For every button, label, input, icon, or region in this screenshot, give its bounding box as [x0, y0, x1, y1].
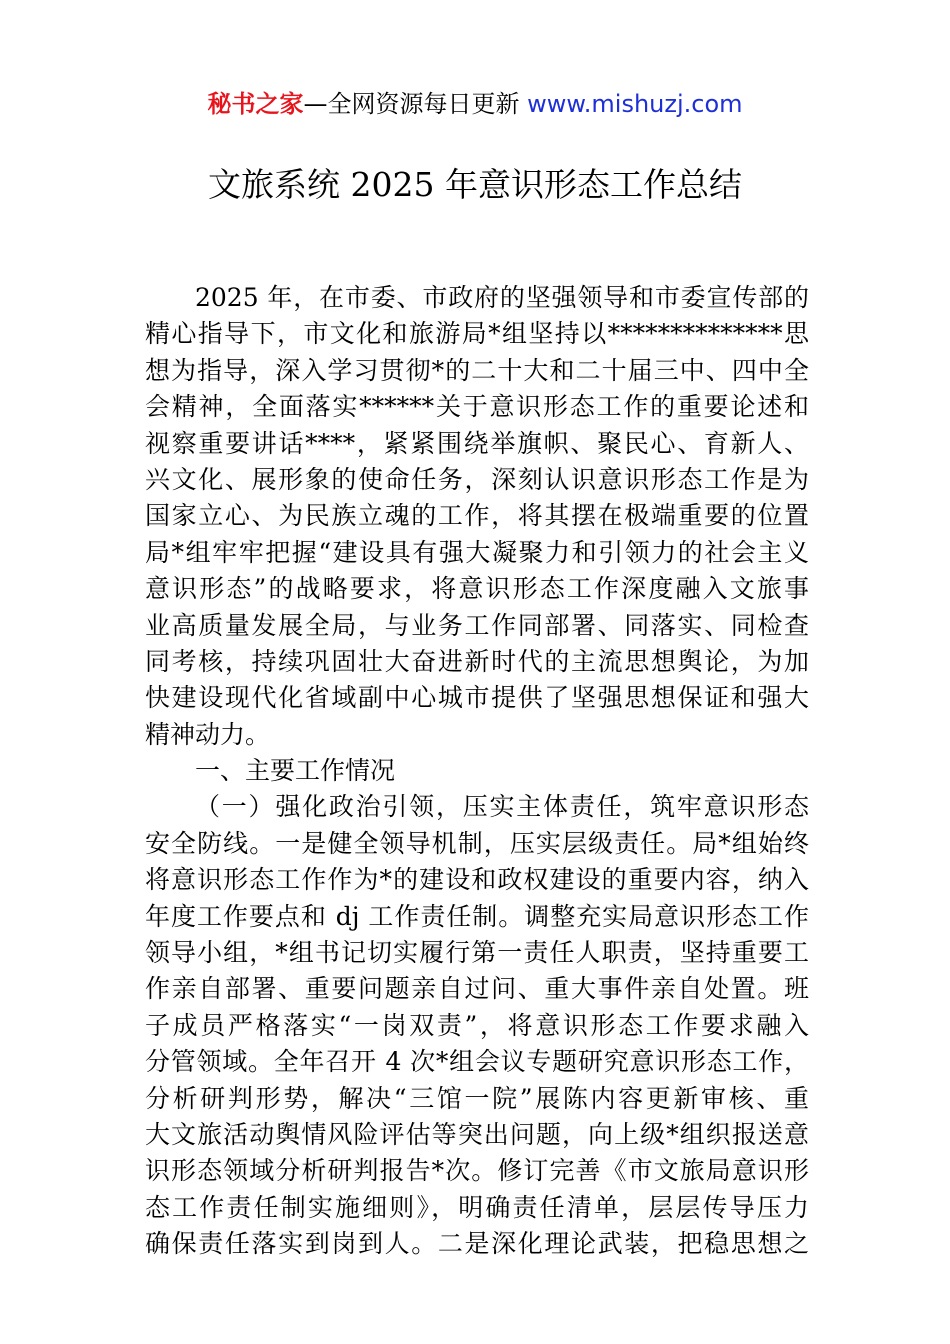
paragraph-line: 局*组牢牢把握“建设具有强大凝聚力和引领力的社会主义 [145, 537, 809, 567]
paragraph-line: 国家立心、为民族立魂的工作，将其摆在极端重要的位置 [145, 501, 809, 531]
paragraph-line: 快建设现代化省域副中心城市提供了坚强思想保证和强大 [145, 683, 809, 713]
section-heading: 一、主要工作情况 [195, 756, 396, 786]
paragraph-line: 2025 年，在市委、市政府的坚强领导和市委宣传部的 [195, 283, 809, 312]
paragraph-line: 会精神，全面落实******关于意识形态工作的重要论述和 [145, 392, 809, 422]
document-title: 文旅系统 2025 年意识形态工作总结 [208, 165, 742, 204]
paragraph-line: 同考核，持续巩固壮大奋进新时代的主流思想舆论，为加 [145, 646, 809, 676]
paragraph-line: 兴文化、展形象的使命任务，深刻认识意识形态工作是为 [145, 464, 809, 494]
paragraph-line: 年度工作要点和 dj 工作责任制。调整充实局意识形态工作 [145, 901, 809, 931]
paragraph-line: 分管领域。全年召开 4 次*组会议专题研究意识形态工作， [145, 1047, 809, 1077]
paragraph-line: 业高质量发展全局，与业务工作同部署、同落实、同检查 [145, 610, 809, 640]
site-tagline: —全网资源每日更新 [303, 90, 528, 118]
paragraph-line: 子成员严格落实“一岗双责”，将意识形态工作要求融入 [145, 1010, 809, 1040]
paragraph-line: （一）强化政治引领，压实主体责任，筑牢意识形态 [195, 792, 809, 822]
paragraph-line: 精心指导下，市文化和旅游局*组坚持以**************思 [145, 319, 809, 349]
paragraph-line: 精神动力。 [145, 719, 271, 749]
paragraph-line: 大文旅活动舆情风险评估等突出问题，向上级*组织报送意 [145, 1119, 809, 1149]
paragraph-line: 意识形态”的战略要求，将意识形态工作深度融入文旅事 [145, 574, 809, 604]
site-header [0, 86, 950, 122]
paragraph-line: 安全防线。一是健全领导机制，压实层级责任。局*组始终 [145, 828, 809, 858]
paragraph-line: 作亲自部署、重要问题亲自过问、重大事件亲自处置。班 [145, 974, 809, 1004]
paragraph-line: 分析研判形势，解决“三馆一院”展陈内容更新审核、重 [145, 1083, 809, 1113]
site-brand: 秘书之家 [207, 90, 304, 118]
paragraph-line: 确保责任落实到岗到人。二是深化理论武装，把稳思想之 [145, 1229, 809, 1259]
paragraph-line: 想为指导，深入学习贯彻*的二十大和二十届三中、四中全 [145, 355, 809, 385]
paragraph-line: 识形态领域分析研判报告*次。修订完善《市文旅局意识形 [145, 1156, 809, 1186]
site-url-link[interactable]: www.mishuzj.com [527, 90, 743, 118]
paragraph-line: 视察重要讲话****，紧紧围绕举旗帜、聚民心、育新人、 [145, 428, 809, 458]
paragraph-line: 态工作责任制实施细则》，明确责任清单，层层传导压力 [145, 1192, 809, 1222]
paragraph-line: 领导小组，*组书记切实履行第一责任人职责，坚持重要工 [145, 938, 809, 968]
paragraph-line: 将意识形态工作作为*的建设和政权建设的重要内容，纳入 [145, 865, 809, 895]
document-body [145, 280, 809, 1263]
